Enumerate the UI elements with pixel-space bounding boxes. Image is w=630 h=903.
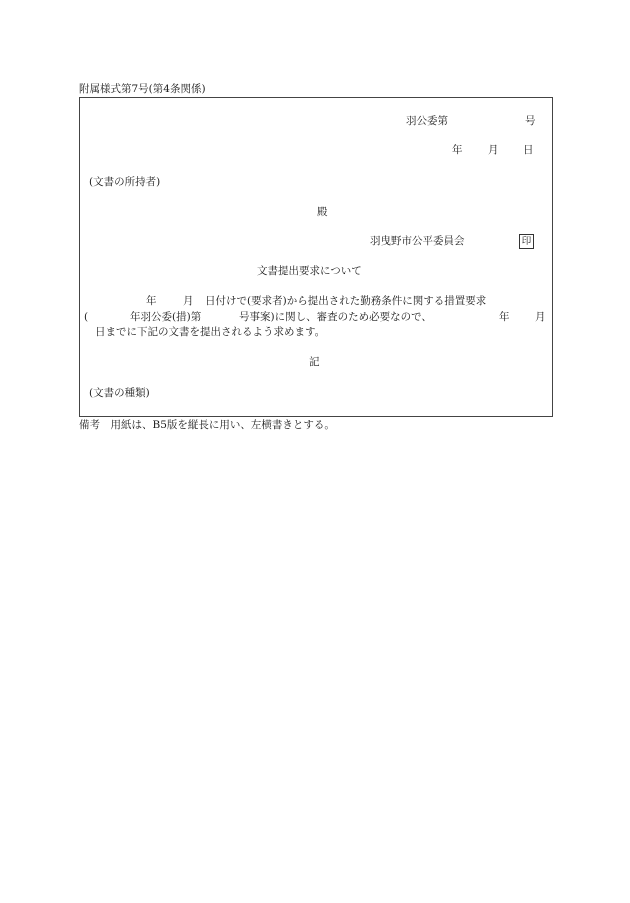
doc-number-suffix: 号 (525, 115, 536, 127)
body-line2-paren: ( (84, 311, 89, 323)
date-month: 月 (488, 144, 499, 156)
ki-heading: 記 (309, 356, 320, 368)
seal-mark: 印 (519, 234, 534, 249)
date-day: 日 (523, 144, 534, 156)
document-title: 文書提出要求について (257, 265, 362, 277)
body-line1-text: 日付けで(要求者)から提出された勤務条件に関する措置要求 (205, 295, 487, 307)
body-line2-year: 年 (499, 311, 510, 323)
issuer-name: 羽曳野市公平委員会 (370, 235, 465, 247)
body-line2-text: 号事案)に関し、審査のため必要なので、 (239, 311, 432, 323)
body-line1-year: 年 (146, 295, 157, 307)
body-line2-month: 月 (535, 311, 546, 323)
document-type-label: (文書の種類) (89, 387, 150, 399)
form-header-label: 附属様式第7号(第4条関係) (79, 83, 206, 95)
remarks-note: 備考 用紙は、B5版を縦長に用い、左横書きとする。 (79, 419, 335, 431)
body-line1-month: 月 (183, 295, 194, 307)
body-line3-text: 日までに下記の文書を提出されるよう求めます。 (95, 326, 326, 338)
addressee-honorific: 殿 (317, 206, 328, 218)
addressee-holder: (文書の所持者) (89, 176, 161, 188)
date-year: 年 (452, 144, 463, 156)
body-line2-ref: 年羽公委(措)第 (130, 311, 202, 323)
form-frame (79, 97, 553, 417)
doc-number-prefix: 羽公委第 (406, 115, 448, 127)
